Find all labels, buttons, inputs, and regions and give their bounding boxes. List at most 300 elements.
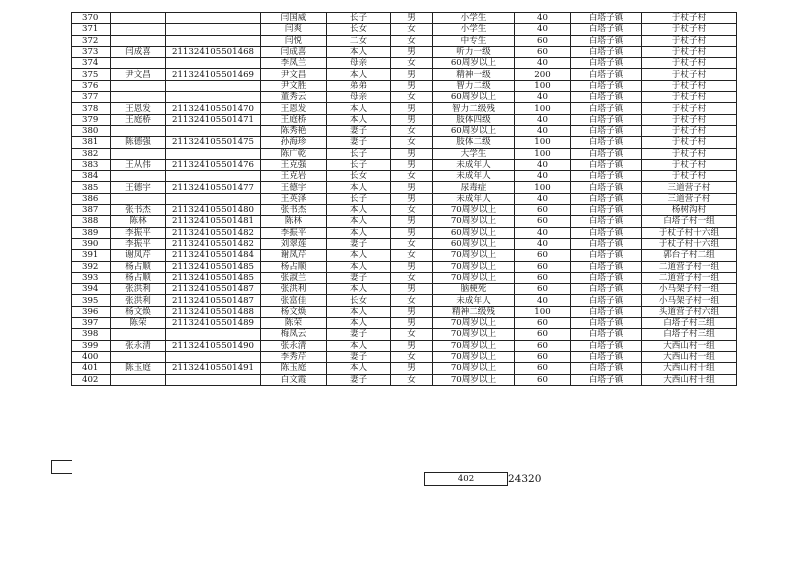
category-cell: 肢体四级 [433,114,515,125]
table-row [72,58,737,69]
member-name-cell: 陈林 [261,216,327,227]
household-head-cell: 陈林 [111,216,166,227]
row-number-cell: 378 [72,103,111,114]
town-cell: 白塔子镇 [571,103,642,114]
gender-cell: 女 [391,250,433,261]
town-cell: 白塔子镇 [571,374,642,385]
member-name-cell: 王恩发 [261,103,327,114]
table-row [72,227,737,238]
member-name-cell: 陈玉庭 [261,363,327,374]
household-id-cell [166,193,261,204]
amount-cell: 40 [515,114,571,125]
row-number-cell: 373 [72,46,111,57]
category-cell: 未成年人 [433,171,515,182]
roster-table [71,12,737,386]
village-cell: 于杖子村 [642,114,737,125]
category-cell: 70周岁以上 [433,216,515,227]
amount-cell: 40 [515,193,571,204]
table-row [72,137,737,148]
town-cell: 白塔子镇 [571,363,642,374]
row-number-cell: 386 [72,193,111,204]
relation-cell: 二女 [327,35,391,46]
relation-cell: 本人 [327,284,391,295]
town-cell: 白塔子镇 [571,125,642,136]
table-row [72,114,737,125]
amount-cell: 40 [515,125,571,136]
member-name-cell: 杨文焕 [261,306,327,317]
amount-cell: 60 [515,329,571,340]
household-id-cell: 211324105501489 [166,318,261,329]
village-cell: 于杖子村 [642,80,737,91]
household-id-cell: 211324105501469 [166,69,261,80]
gender-cell: 男 [391,284,433,295]
table-row [72,216,737,227]
amount-cell: 100 [515,306,571,317]
member-name-cell: 白文霞 [261,374,327,385]
table-row [72,261,737,272]
table-row [72,238,737,249]
relation-cell: 长子 [327,193,391,204]
table-row [72,24,737,35]
household-id-cell [166,329,261,340]
household-head-cell [111,92,166,103]
category-cell: 70周岁以上 [433,374,515,385]
table-row [72,171,737,182]
amount-cell: 100 [515,103,571,114]
category-cell: 60周岁以上 [433,125,515,136]
category-cell: 精神一级 [433,69,515,80]
row-number-cell: 372 [72,35,111,46]
table-row [72,159,737,170]
member-name-cell: 陈荣 [261,318,327,329]
table-row [72,148,737,159]
household-head-cell [111,351,166,362]
amount-cell: 40 [515,227,571,238]
relation-cell: 本人 [327,227,391,238]
relation-cell: 本人 [327,205,391,216]
gender-cell: 男 [391,69,433,80]
row-number-cell: 400 [72,351,111,362]
relation-cell: 长子 [327,159,391,170]
member-name-cell: 梅凤云 [261,329,327,340]
gender-cell: 女 [391,295,433,306]
amount-cell: 40 [515,58,571,69]
town-cell: 白塔子镇 [571,80,642,91]
member-name-cell: 张永清 [261,340,327,351]
row-number-cell: 376 [72,80,111,91]
gender-cell: 女 [391,125,433,136]
table-row [72,329,737,340]
amount-cell: 40 [515,295,571,306]
member-name-cell: 刘翠莲 [261,238,327,249]
row-number-cell: 393 [72,272,111,283]
household-head-cell [111,13,166,24]
row-number-cell: 399 [72,340,111,351]
household-id-cell: 211324105501487 [166,284,261,295]
category-cell: 70周岁以上 [433,272,515,283]
household-head-cell: 杨占顺 [111,272,166,283]
household-head-cell: 王庭桥 [111,114,166,125]
gender-cell: 男 [391,340,433,351]
relation-cell: 本人 [327,69,391,80]
gender-cell: 男 [391,306,433,317]
household-id-cell [166,13,261,24]
table-row [72,69,737,80]
category-cell: 未成年人 [433,159,515,170]
row-number-cell: 402 [72,374,111,385]
amount-cell: 60 [515,216,571,227]
row-number-cell: 383 [72,159,111,170]
relation-cell: 长子 [327,148,391,159]
member-name-cell: 杨占顺 [261,261,327,272]
category-cell: 70周岁以上 [433,340,515,351]
village-cell: 白塔子村三组 [642,329,737,340]
household-id-cell [166,35,261,46]
town-cell: 白塔子镇 [571,159,642,170]
relation-cell: 母亲 [327,92,391,103]
table-body [72,13,737,386]
household-id-cell [166,24,261,35]
amount-cell: 40 [515,159,571,170]
town-cell: 白塔子镇 [571,306,642,317]
totals-table [424,472,508,486]
category-cell: 70周岁以上 [433,363,515,374]
relation-cell: 妻子 [327,137,391,148]
category-cell: 大学生 [433,148,515,159]
gender-cell: 女 [391,92,433,103]
relation-cell: 本人 [327,46,391,57]
village-cell: 于杖子村 [642,35,737,46]
amount-cell: 100 [515,148,571,159]
amount-cell: 40 [515,24,571,35]
table-row [72,272,737,283]
category-cell: 中专生 [433,35,515,46]
category-cell: 70周岁以上 [433,250,515,261]
member-name-cell: 王庭桥 [261,114,327,125]
relation-cell: 本人 [327,250,391,261]
village-cell: 杨树沟村 [642,205,737,216]
household-head-cell: 闫成喜 [111,46,166,57]
amount-cell: 60 [515,205,571,216]
town-cell: 白塔子镇 [571,238,642,249]
table-row [72,351,737,362]
household-id-cell [166,351,261,362]
relation-cell: 长女 [327,171,391,182]
village-cell: 于杖子村十六组 [642,227,737,238]
table-row [72,125,737,136]
village-cell: 大西山村十组 [642,374,737,385]
member-name-cell: 李凤兰 [261,58,327,69]
row-number-cell: 394 [72,284,111,295]
table-row [72,363,737,374]
household-head-cell: 陈荣 [111,318,166,329]
gender-cell: 女 [391,374,433,385]
household-head-cell: 张洪利 [111,284,166,295]
household-id-cell: 211324105501468 [166,46,261,57]
village-cell: 郭台子村二组 [642,250,737,261]
household-head-cell [111,193,166,204]
household-head-cell [111,171,166,182]
category-cell: 小学生 [433,13,515,24]
town-cell: 白塔子镇 [571,69,642,80]
table-row [72,193,737,204]
row-number-cell: 384 [72,171,111,182]
household-id-cell: 211324105501490 [166,340,261,351]
table-row [72,80,737,91]
relation-cell: 本人 [327,216,391,227]
relation-cell: 弟弟 [327,80,391,91]
relation-cell: 长子 [327,13,391,24]
town-cell: 白塔子镇 [571,340,642,351]
table-row [72,205,737,216]
amount-cell: 40 [515,171,571,182]
household-id-cell: 211324105501487 [166,295,261,306]
category-cell: 70周岁以上 [433,329,515,340]
town-cell: 白塔子镇 [571,205,642,216]
relation-cell: 本人 [327,340,391,351]
gender-cell: 女 [391,24,433,35]
relation-cell: 本人 [327,182,391,193]
gender-cell: 男 [391,13,433,24]
household-id-cell: 211324105501470 [166,103,261,114]
category-cell: 小学生 [433,24,515,35]
relation-cell: 妻子 [327,374,391,385]
town-cell: 白塔子镇 [571,148,642,159]
gender-cell: 男 [391,318,433,329]
town-cell: 白塔子镇 [571,114,642,125]
household-id-cell: 211324105501482 [166,238,261,249]
member-name-cell: 闫成喜 [261,46,327,57]
amount-cell: 60 [515,250,571,261]
table-row [72,13,737,24]
relation-cell: 本人 [327,363,391,374]
household-id-cell: 211324105501476 [166,159,261,170]
village-cell: 于杖子村 [642,159,737,170]
gender-cell: 男 [391,80,433,91]
village-cell: 小马架子村一组 [642,284,737,295]
village-cell: 于杖子村 [642,58,737,69]
village-cell: 于杖子村 [642,148,737,159]
row-number-cell: 398 [72,329,111,340]
gender-cell: 女 [391,205,433,216]
village-cell: 于杖子村 [642,46,737,57]
town-cell: 白塔子镇 [571,227,642,238]
village-cell: 于杖子村十六组 [642,238,737,249]
household-head-cell [111,58,166,69]
household-head-cell: 杨文焕 [111,306,166,317]
gender-cell: 女 [391,272,433,283]
row-number-cell: 371 [72,24,111,35]
relation-cell: 妻子 [327,351,391,362]
village-cell: 白塔子村三组 [642,318,737,329]
amount-cell: 60 [515,46,571,57]
household-head-cell: 张书杰 [111,205,166,216]
town-cell: 白塔子镇 [571,92,642,103]
town-cell: 白塔子镇 [571,137,642,148]
gender-cell: 男 [391,193,433,204]
member-name-cell: 尹文胜 [261,80,327,91]
household-id-cell: 211324105501471 [166,114,261,125]
relation-cell: 本人 [327,318,391,329]
gender-cell: 男 [391,114,433,125]
table-row [72,250,737,261]
relation-cell: 妻子 [327,125,391,136]
household-head-cell [111,125,166,136]
category-cell: 60周岁以上 [433,92,515,103]
town-cell: 白塔子镇 [571,318,642,329]
town-cell: 白塔子镇 [571,351,642,362]
household-id-cell: 211324105501482 [166,227,261,238]
household-id-cell: 211324105501488 [166,306,261,317]
household-id-cell: 211324105501491 [166,363,261,374]
member-name-cell: 张富佳 [261,295,327,306]
village-cell: 于杖子村 [642,125,737,136]
amount-cell: 100 [515,137,571,148]
gender-cell: 男 [391,103,433,114]
member-name-cell: 王德宇 [261,182,327,193]
row-number-cell: 382 [72,148,111,159]
town-cell: 白塔子镇 [571,250,642,261]
category-cell: 肢体二级 [433,137,515,148]
category-cell: 未成年人 [433,295,515,306]
category-cell: 听力一级 [433,46,515,57]
household-head-cell: 杨占顺 [111,261,166,272]
village-cell: 小马架子村一组 [642,295,737,306]
amount-cell: 60 [515,272,571,283]
row-number-cell: 377 [72,92,111,103]
household-id-cell [166,80,261,91]
relation-cell: 妻子 [327,329,391,340]
amount-cell: 60 [515,363,571,374]
household-id-cell: 211324105501481 [166,216,261,227]
gender-cell: 男 [391,182,433,193]
household-head-cell [111,80,166,91]
gender-cell: 女 [391,137,433,148]
gender-cell: 女 [391,171,433,182]
member-name-cell: 李振平 [261,227,327,238]
member-name-cell: 张书杰 [261,205,327,216]
town-cell: 白塔子镇 [571,216,642,227]
row-number-cell: 391 [72,250,111,261]
village-cell: 于杖子村 [642,13,737,24]
village-cell: 白塔子村一组 [642,216,737,227]
amount-cell: 60 [515,351,571,362]
household-id-cell [166,125,261,136]
household-head-cell [111,374,166,385]
table-row [72,46,737,57]
town-cell: 白塔子镇 [571,193,642,204]
relation-cell: 长女 [327,295,391,306]
left-border-stub [51,460,72,474]
household-id-cell: 211324105501480 [166,205,261,216]
gender-cell: 男 [391,46,433,57]
member-name-cell: 王克强 [261,159,327,170]
grand-total: 24320 [508,473,542,485]
table-row [72,340,737,351]
category-cell: 未成年人 [433,193,515,204]
amount-cell: 100 [515,80,571,91]
relation-cell: 长女 [327,24,391,35]
town-cell: 白塔子镇 [571,13,642,24]
household-id-cell [166,374,261,385]
household-id-cell: 211324105501475 [166,137,261,148]
relation-cell: 本人 [327,114,391,125]
town-cell: 白塔子镇 [571,46,642,57]
town-cell: 白塔子镇 [571,171,642,182]
gender-cell: 女 [391,329,433,340]
row-number-cell: 379 [72,114,111,125]
amount-cell: 60 [515,261,571,272]
amount-cell: 60 [515,374,571,385]
town-cell: 白塔子镇 [571,261,642,272]
amount-cell: 40 [515,238,571,249]
table-row [72,92,737,103]
category-cell: 70周岁以上 [433,318,515,329]
row-number-cell: 388 [72,216,111,227]
row-number-cell: 374 [72,58,111,69]
village-cell: 于杖子村 [642,92,737,103]
household-head-cell: 李振平 [111,238,166,249]
household-head-cell: 陈玉庭 [111,363,166,374]
household-id-cell [166,148,261,159]
gender-cell: 女 [391,351,433,362]
town-cell: 白塔子镇 [571,58,642,69]
village-cell: 大西山村十组 [642,363,737,374]
category-cell: 精神二级残 [433,306,515,317]
gender-cell: 男 [391,216,433,227]
household-id-cell: 211324105501484 [166,250,261,261]
village-cell: 二道营子村一组 [642,272,737,283]
town-cell: 白塔子镇 [571,284,642,295]
village-cell: 于杖子村 [642,24,737,35]
household-head-cell [111,35,166,46]
member-name-cell: 王英泽 [261,193,327,204]
table-row [72,318,737,329]
household-head-cell [111,24,166,35]
household-head-cell: 陈德强 [111,137,166,148]
household-head-cell: 谢凤芹 [111,250,166,261]
relation-cell: 母亲 [327,58,391,69]
household-head-cell [111,329,166,340]
amount-cell: 100 [515,182,571,193]
household-id-cell: 211324105501485 [166,272,261,283]
household-head-cell: 李振平 [111,227,166,238]
table-row [72,182,737,193]
village-cell: 大西山村一组 [642,340,737,351]
village-cell: 于杖子村 [642,103,737,114]
member-name-cell: 张洪利 [261,284,327,295]
category-cell: 智力二级残 [433,103,515,114]
gender-cell: 女 [391,238,433,249]
household-head-cell: 张洪利 [111,295,166,306]
member-name-cell: 孙海珍 [261,137,327,148]
relation-cell: 本人 [327,261,391,272]
amount-cell: 60 [515,35,571,46]
row-number-cell: 385 [72,182,111,193]
relation-cell: 妻子 [327,272,391,283]
town-cell: 白塔子镇 [571,35,642,46]
total-count: 402 [425,473,508,486]
amount-cell: 40 [515,92,571,103]
category-cell: 60周岁以上 [433,238,515,249]
row-number-cell: 390 [72,238,111,249]
amount-cell: 40 [515,13,571,24]
gender-cell: 男 [391,261,433,272]
category-cell: 智力二级 [433,80,515,91]
village-cell: 于杖子村 [642,171,737,182]
village-cell: 于杖子村 [642,137,737,148]
table-row [72,103,737,114]
